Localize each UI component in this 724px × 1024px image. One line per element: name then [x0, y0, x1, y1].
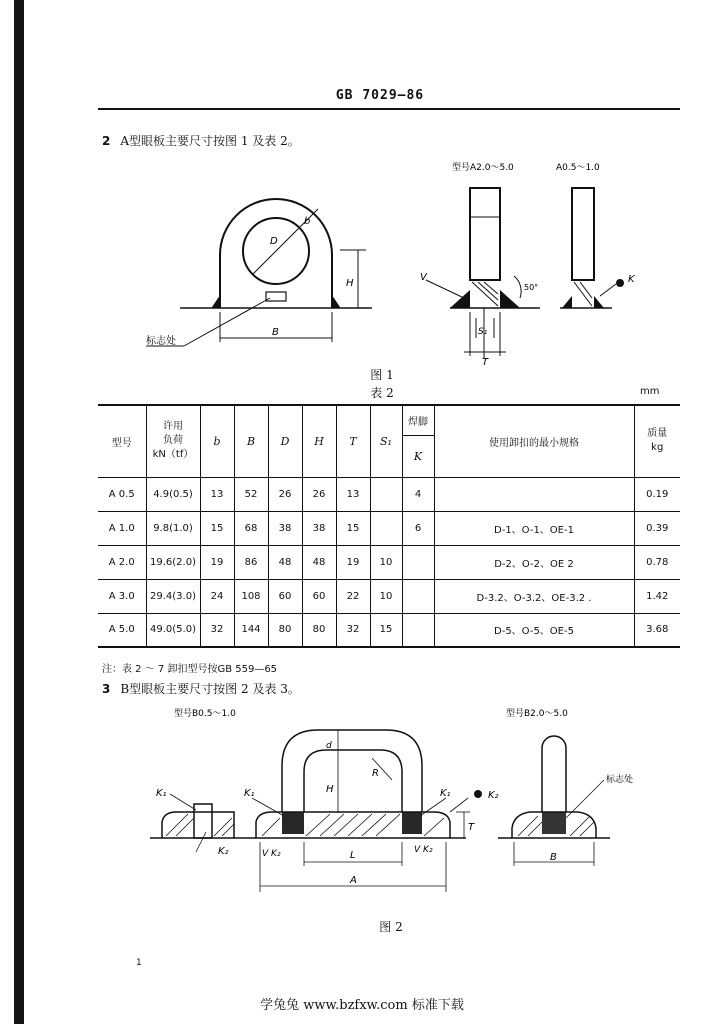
- dim-V-label: V: [420, 272, 427, 283]
- cell-b: 15: [200, 511, 234, 545]
- dim-H-label: H: [346, 278, 354, 289]
- cell-load: 19.6(2.0): [146, 545, 200, 579]
- col-load-line3: kN（tf）: [152, 449, 194, 461]
- cell-model: A 5.0: [98, 613, 146, 647]
- col-load-line1: 许用: [163, 421, 183, 433]
- b-large-post: [542, 736, 566, 812]
- cell-load: 49.0(5.0): [146, 613, 200, 647]
- type-b-small-label: 型号B0.5～1.0: [174, 709, 236, 719]
- figure-2: [0, 700, 724, 910]
- cell-K: 6: [402, 511, 434, 545]
- cell-model: A 3.0: [98, 579, 146, 613]
- cell-shackle: D-3.2、O-3.2、OE-3.2 .: [434, 579, 634, 613]
- cell-K: [402, 613, 434, 647]
- cell-H: 80: [302, 613, 336, 647]
- col-shackle: 使用卸扣的最小规格: [434, 405, 634, 477]
- cell-b: 19: [200, 545, 234, 579]
- page-mark: 1: [136, 958, 142, 968]
- table-2-title: 表 2: [370, 386, 394, 400]
- dim-D-label: D: [270, 236, 278, 247]
- cell-B: 52: [234, 477, 268, 511]
- b-small-K2-label: K₂: [218, 846, 229, 857]
- b-main-A-label: A: [350, 875, 357, 886]
- cell-K: 4: [402, 477, 434, 511]
- table-2: [98, 404, 680, 648]
- cell-H: 26: [302, 477, 336, 511]
- b-main-H-label: H: [326, 784, 334, 795]
- b-main-K2-label: K₂: [488, 790, 499, 801]
- table-row: [98, 545, 680, 579]
- cell-b: 24: [200, 579, 234, 613]
- cell-b: 32: [200, 613, 234, 647]
- cell-H: 48: [302, 545, 336, 579]
- b-main-R-label: R: [372, 768, 379, 779]
- footer-watermark: 学兔兔 www.bzfxw.com 标准下载: [260, 998, 464, 1013]
- cell-D: 26: [268, 477, 302, 511]
- cell-mass: 1.42: [634, 579, 680, 613]
- cell-load: 9.8(1.0): [146, 511, 200, 545]
- cell-T: 19: [336, 545, 370, 579]
- cell-model: A 2.0: [98, 545, 146, 579]
- col-load-line2: 负荷: [163, 435, 183, 447]
- cell-K: [402, 579, 434, 613]
- table-row: [98, 579, 680, 613]
- table-row: [98, 477, 680, 511]
- cell-mass: 3.68: [634, 613, 680, 647]
- cell-mass: 0.39: [634, 511, 680, 545]
- cell-shackle: D-5、O-5、OE-5: [434, 613, 634, 647]
- angle-label: 50°: [524, 283, 539, 292]
- mark-label: 标志处: [146, 336, 176, 347]
- figure-2-caption: 图 2: [379, 920, 403, 934]
- b-main-V-K2-left: V K₂: [262, 849, 281, 859]
- b-large-mark-label: 标志处: [606, 775, 634, 785]
- figure-1-caption: 图 1: [370, 368, 394, 382]
- cell-load: 29.4(3.0): [146, 579, 200, 613]
- col-model: 型号: [98, 405, 146, 477]
- dim-K-label: K: [628, 274, 635, 285]
- cell-T: 13: [336, 477, 370, 511]
- cell-T: 15: [336, 511, 370, 545]
- col-D: D: [268, 405, 302, 477]
- section-large-body: [470, 188, 500, 280]
- section-small-body: [572, 188, 594, 280]
- section-2-number: 2: [102, 134, 111, 148]
- col-mass-line1: 质量: [647, 428, 668, 440]
- b-main-K1-right-label: K₁: [440, 788, 451, 799]
- table-row: [98, 511, 680, 545]
- dim-T-label: T: [482, 357, 489, 368]
- section-3-text: B型眼板主要尺寸按图 2 及表 3。: [120, 682, 300, 696]
- cell-shackle: [434, 477, 634, 511]
- table-2-body: [98, 477, 680, 647]
- cell-mass: 0.19: [634, 477, 680, 511]
- cell-shackle: D-2、O-2、OE 2: [434, 545, 634, 579]
- cell-b: 13: [200, 477, 234, 511]
- cell-K: [402, 545, 434, 579]
- dim-b-label: b: [304, 216, 311, 227]
- cell-D: 60: [268, 579, 302, 613]
- cell-D: 38: [268, 511, 302, 545]
- figure-1: [0, 0, 724, 400]
- cell-D: 48: [268, 545, 302, 579]
- b-large-B-label: B: [550, 852, 557, 863]
- table-note: 注：表 2 ～ 7 卸扣型号按GB 559—65: [102, 664, 278, 675]
- cell-model: A 0.5: [98, 477, 146, 511]
- col-mass-line2: kg: [651, 442, 664, 454]
- cell-B: 108: [234, 579, 268, 613]
- table-row: [98, 613, 680, 647]
- table-2-unit: mm: [640, 386, 660, 397]
- cell-H: 38: [302, 511, 336, 545]
- cell-B: 68: [234, 511, 268, 545]
- col-mass: [634, 405, 680, 477]
- col-T: T: [336, 405, 370, 477]
- cell-T: 22: [336, 579, 370, 613]
- cell-S1: [370, 477, 402, 511]
- cell-load: 4.9(0.5): [146, 477, 200, 511]
- cell-mass: 0.78: [634, 545, 680, 579]
- standard-number: GB 7029—86: [335, 88, 425, 103]
- col-b: b: [200, 405, 234, 477]
- cell-S1: 10: [370, 579, 402, 613]
- section-3-heading: [102, 680, 300, 697]
- dim-B-label: B: [272, 327, 279, 338]
- b-main-L-label: L: [350, 850, 356, 861]
- type-a-small-label: A0.5～1.0: [556, 163, 600, 173]
- section-2-text: A型眼板主要尺寸按图 1 及表 2。: [120, 134, 300, 148]
- b-loop-inner: [304, 750, 402, 812]
- type-a-large-label: 型号A2.0～5.0: [452, 163, 514, 173]
- cell-model: A 1.0: [98, 511, 146, 545]
- col-load: [146, 405, 200, 477]
- cell-H: 60: [302, 579, 336, 613]
- cell-D: 80: [268, 613, 302, 647]
- cell-S1: [370, 511, 402, 545]
- cell-S1: 10: [370, 545, 402, 579]
- b-main-K1-left-label: K₁: [244, 788, 255, 799]
- type-b-large-label: 型号B2.0～5.0: [506, 709, 568, 719]
- cell-T: 32: [336, 613, 370, 647]
- b-main-d-label: d: [326, 741, 332, 751]
- b-small-plate: [162, 812, 234, 838]
- col-S1: S₁: [370, 405, 402, 477]
- cell-shackle: D-1、O-1、OE-1: [434, 511, 634, 545]
- b-main-T-label: T: [468, 822, 475, 833]
- section-3-number: 3: [102, 682, 111, 696]
- cell-S1: 15: [370, 613, 402, 647]
- dim-S1-label: S₁: [478, 327, 488, 337]
- col-H: H: [302, 405, 336, 477]
- b-small-K1-label: K₁: [156, 788, 167, 799]
- mark-plate: [266, 292, 286, 301]
- col-K: K: [402, 435, 434, 477]
- cell-B: 144: [234, 613, 268, 647]
- col-B: B: [234, 405, 268, 477]
- b-loop-outer: [282, 730, 422, 812]
- cell-B: 86: [234, 545, 268, 579]
- b-main-V-K2-right: V K₂: [414, 845, 433, 855]
- col-weld: 焊脚: [402, 405, 434, 435]
